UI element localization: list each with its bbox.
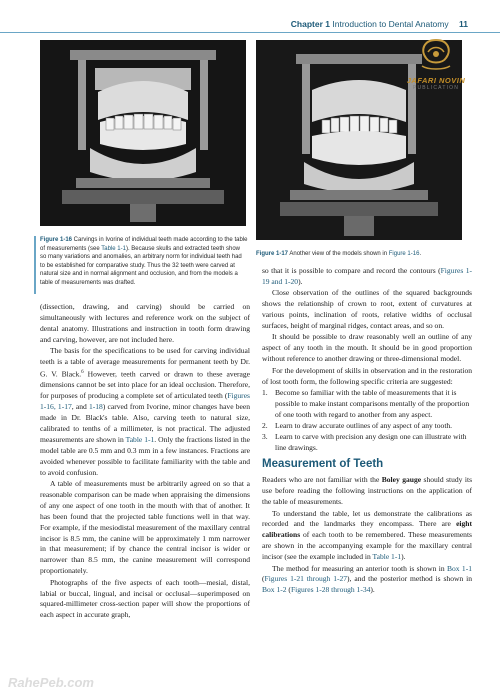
figure-1-16-caption: [40, 236, 248, 287]
paragraph: (dissection, drawing, and carving) should be carried on simultaneously with lectures and reference work on the subject of dental anatomy. Illustrations and instruction in tooth form drawing and carving, however, are not included here.: [40, 302, 250, 344]
paragraph: A table of measurements must be arbitrarily agreed on so that a reasonable comparison can be made when appraising the dimensions of any one aspect of one tooth in the mouth with that of another. It has been found that the projected table functions well in that way. For example, if the mesiodistal measurement of the maxillary central incisor is 8.5 mm, the canine will be approximately 1 mm narrower in that measurement; if by chance the central incisor is wider or narrower than 8.5 mm, the canine measurement will correspond proportionately.: [40, 479, 250, 576]
list-item: [262, 421, 472, 432]
cross-reference[interactable]: Table 1-1: [101, 245, 126, 252]
figure-1-17-caption: [256, 250, 466, 259]
list-number: 2.: [262, 420, 268, 430]
cross-reference[interactable]: Figures 1-19 and 1-20: [262, 266, 472, 286]
paragraph: The basis for the specifications to be used for carving individual teeth is a table of average measurements for permanent teeth by Dr. G. V. Black.$^6$ However, teeth carved or drawn to these average dimensions cannot be set into place for an ideal occlusion. Therefore, for purposes of producing a complete set of articulated teeth (Figures 1-16, 1-17, and 1-18) carved from Ivorine, minor changes have been made in Dr. Black's table. Also, carving teeth to natural size, calibrated to tenths of a millimeter, is not practical. The adjusted measurements are shown in Table 1-1. Only the fractions listed in the model table are 0.5 mm and 0.3 mm in a few instances. Fractions are avoided whenever possible to facilitate familiarity with the table and to avoid confusion.: [40, 346, 250, 477]
page-number: 11: [459, 19, 468, 29]
paragraph: For the development of skills in observation and in the restoration of lost tooth form, the following specific criteria are suggested:: [262, 365, 472, 386]
cross-reference[interactable]: Figures 1-16, 1-17: [40, 391, 250, 412]
bold-term: eight calibrations: [262, 519, 472, 540]
paragraph: Readers who are not familiar with the Boley gauge should study its use before reading the following instructions on the application of the table of measurements.: [262, 475, 473, 507]
caption-body: Carvings in Ivorine of individual teeth made according to the table of measurements (see Table 1-1). Because skulls and extracted teeth show so many variations and anomalies, an arbitrary norm for individual teeth had to be established for comparative study. Thus the 32 teeth were carved at natural size and in normal alignment and occlusion, and from the models a table of measurements was drafted.: [40, 237, 248, 286]
paragraph: It should be possible to draw reasonably well an outline of any aspect of any tooth in the mouth. It should be in good proportion without reference to another drawing or three-dimensional model.: [262, 332, 472, 364]
list-number: 1.: [262, 387, 268, 397]
figure-label: Figure 1-17: [256, 251, 289, 257]
caption-body: Another view of the models shown in Figure 1-16.: [288, 251, 422, 257]
cross-reference[interactable]: Box 1-2: [262, 585, 287, 595]
ornament-logo-icon: [414, 36, 458, 76]
cross-reference[interactable]: Table 1-1: [125, 434, 155, 444]
paragraph: The method for measuring an anterior tooth is shown in Box 1-1 (Figures 1-21 through 1-27), and the posterior method is shown in Box 1-2 (Figures 1-28 through 1-34).: [262, 563, 472, 595]
paragraph: To understand the table, let us demonstrate the calibrations as recorded and the landmarks they encompass. There are eight calibrations of each tooth to be remembered. These measurements are shown in the accompanying example for the maxillary central incisor (see the example included in Table 1-1).: [262, 508, 472, 562]
cross-reference[interactable]: 1-18: [88, 402, 103, 412]
cross-reference[interactable]: Figures 1-28 through 1-34: [290, 585, 371, 595]
list-item: [262, 388, 472, 421]
list-text: Become so familiar with the table of measurements that it is possible to make instant comparisons mentally of the proportion of one tooth with regard to another from any aspect.: [275, 387, 470, 419]
watermark-sub: PUBLICATION: [412, 85, 460, 91]
bold-term: Boley gauge: [381, 475, 422, 485]
right-text-column: [262, 266, 472, 597]
list-number: 3.: [262, 431, 268, 441]
cross-reference[interactable]: Box 1-1: [446, 563, 472, 573]
paragraph: Close observation of the outlines of the squared backgrounds shows the relationship of crown to root, extent of curvatures at various points, inclination of roots, relative widths of occlusal surfaces, height of marginal ridges, contact areas, and so on.: [262, 288, 472, 331]
list-text: Learn to draw accurate outlines of any aspect of any tooth.: [275, 420, 453, 430]
list-text: Learn to carve with precision any design one can illustrate with line drawings.: [275, 431, 467, 452]
chapter-label: Chapter 1: [290, 19, 330, 29]
running-head: [291, 19, 468, 29]
watermark-name: JAFARI NOVIN: [406, 76, 466, 85]
cross-reference[interactable]: Table 1-1: [372, 552, 402, 562]
paragraph: so that it is possible to compare and record the contours (Figures 1-19 and 1-20).: [262, 266, 472, 286]
left-text-column: [40, 302, 250, 622]
list-item: [262, 432, 472, 454]
figure-label: Figure 1-16: [40, 237, 73, 243]
paragraph: Photographs of the five aspects of each tooth—mesial, distal, labial or buccal, lingual, and incisal or occlusal—superimposed on squared-millimeter cross-section paper will show the proportions of each aspect in accurate graph,: [40, 577, 250, 620]
site-watermark: RahePeb.com: [8, 675, 94, 690]
cross-reference[interactable]: Figure 1-16: [388, 251, 420, 257]
publisher-watermark: [386, 36, 486, 91]
chapter-title: Introduction to Dental Anatomy: [332, 19, 449, 29]
cross-reference[interactable]: Figures 1-21 through 1-27: [264, 574, 348, 584]
figure-1-16-photo: [40, 40, 246, 226]
section-heading: Measurement of Teeth: [262, 458, 384, 471]
header-rule: [0, 32, 500, 33]
criteria-list: [262, 388, 472, 453]
